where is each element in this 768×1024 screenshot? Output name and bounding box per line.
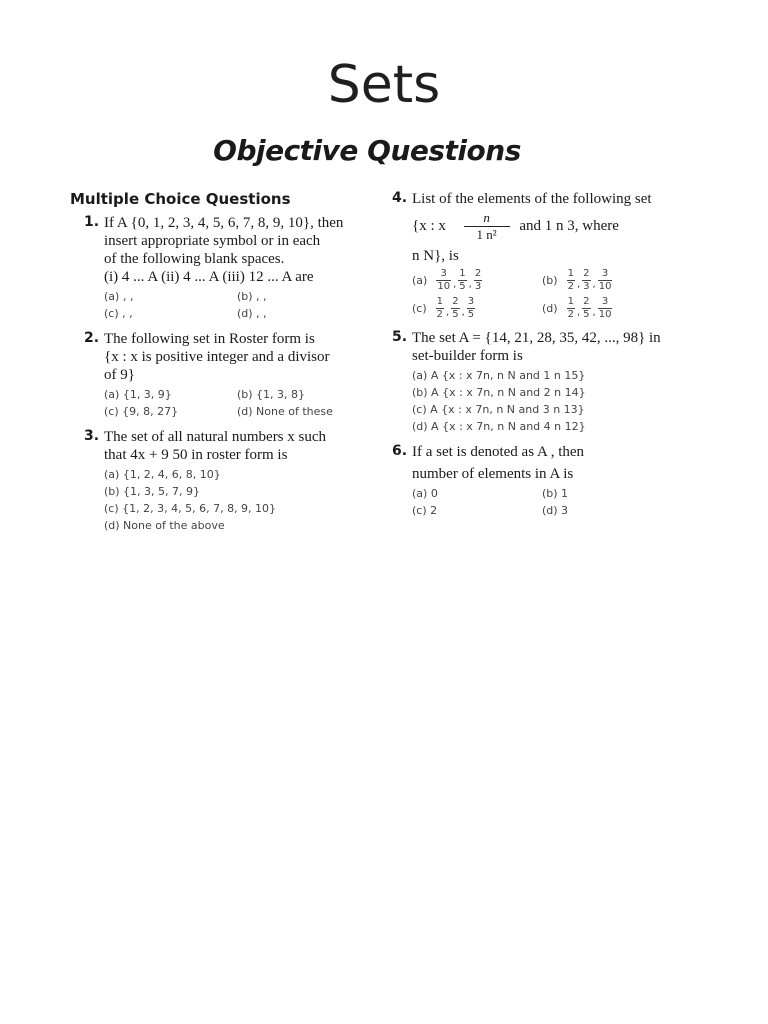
question-line: n N}, is bbox=[412, 248, 459, 264]
fraction bbox=[474, 268, 482, 293]
fraction-numerator: 1 bbox=[459, 268, 466, 279]
set-fraction bbox=[464, 210, 510, 243]
question-5 bbox=[392, 329, 672, 435]
fraction-denominator: 2 bbox=[567, 309, 574, 320]
question-line: The following set in Roster form is bbox=[104, 331, 315, 347]
question-line: of the following blank spaces. bbox=[104, 251, 285, 267]
fraction-denominator: 10 bbox=[598, 309, 612, 320]
fraction bbox=[436, 268, 451, 293]
fraction-denominator: 5 bbox=[583, 309, 590, 320]
separator: , bbox=[468, 279, 472, 290]
separator: , bbox=[446, 307, 450, 318]
option-b bbox=[542, 268, 672, 293]
question-line: insert appropriate symbol or in each bbox=[104, 233, 321, 249]
question-line-with-fraction bbox=[412, 210, 672, 243]
option-b: (b) {1, 3, 8} bbox=[237, 388, 306, 401]
fraction-numerator: 3 bbox=[436, 268, 451, 281]
fraction-numerator: 2 bbox=[583, 296, 590, 307]
option-a: (a) A {x : x 7n, n N and 1 n 15} bbox=[412, 369, 586, 382]
question-line: If a set is denoted as A , then bbox=[412, 444, 585, 460]
fraction-numerator: 2 bbox=[452, 296, 459, 307]
fraction bbox=[458, 268, 466, 293]
option-c: (c) 2 bbox=[412, 504, 438, 517]
options bbox=[104, 386, 370, 420]
option-a: (a) {1, 3, 9} bbox=[104, 388, 172, 401]
question-line: {x : x is positive integer and a divisor bbox=[104, 349, 330, 365]
fraction bbox=[598, 268, 613, 293]
fraction-numerator: n bbox=[464, 210, 510, 227]
set-prefix: {x : x bbox=[412, 217, 446, 234]
fraction-options bbox=[412, 268, 672, 321]
page-title: Sets bbox=[327, 55, 441, 115]
option-a: (a) 0 bbox=[412, 487, 438, 500]
fraction-numerator: 2 bbox=[583, 268, 590, 279]
question-4 bbox=[392, 190, 672, 321]
fraction bbox=[582, 268, 590, 293]
question-number: 6. bbox=[392, 443, 408, 459]
fraction-numerator: 2 bbox=[474, 268, 482, 279]
fraction-numerator: 1 bbox=[567, 296, 574, 307]
option-a: (a) {1, 2, 4, 6, 8, 10} bbox=[104, 468, 221, 481]
option-b: (b) 1 bbox=[542, 487, 569, 500]
question-number: 5. bbox=[392, 329, 408, 345]
question-line: The set A = {14, 21, 28, 35, 42, ..., 98} in bbox=[412, 330, 661, 346]
question-line: of 9} bbox=[104, 367, 135, 383]
options bbox=[104, 288, 370, 322]
separator: , bbox=[576, 307, 581, 318]
question-line: that 4x + 9 50 in roster form is bbox=[104, 447, 288, 463]
fraction-numerator: 1 bbox=[567, 268, 574, 279]
fraction-numerator: 1 bbox=[436, 296, 444, 307]
fraction-denominator: 5 bbox=[467, 309, 475, 320]
question-number: 2. bbox=[84, 330, 100, 346]
right-column bbox=[392, 190, 672, 527]
question-text bbox=[104, 330, 370, 384]
option-c bbox=[412, 296, 542, 321]
separator: , bbox=[592, 307, 596, 318]
fraction bbox=[582, 296, 590, 321]
question-line: (i) 4 ... A (ii) 4 ... A (iii) 12 ... A are bbox=[104, 269, 314, 285]
fraction-denominator: 5 bbox=[452, 309, 459, 320]
question-text bbox=[412, 190, 672, 265]
question-line: set-builder form is bbox=[412, 348, 523, 364]
fraction-denominator: 3 bbox=[583, 281, 590, 292]
option-label: (a) bbox=[412, 274, 428, 287]
fraction bbox=[598, 296, 613, 321]
question-text bbox=[412, 443, 672, 483]
question-line: If A {0, 1, 2, 3, 4, 5, 6, 7, 8, 9, 10}, then bbox=[104, 215, 344, 231]
question-number: 1. bbox=[84, 214, 100, 230]
option-c: (c) , , bbox=[104, 307, 133, 320]
set-suffix: and 1 n 3, where bbox=[519, 217, 619, 234]
option-a bbox=[412, 268, 542, 293]
option-b: (b) {1, 3, 5, 7, 9} bbox=[104, 485, 201, 498]
option-label: (d) bbox=[542, 302, 558, 315]
fraction-denominator: 10 bbox=[437, 281, 451, 292]
question-number: 3. bbox=[84, 428, 100, 444]
fraction-denominator: 10 bbox=[598, 281, 612, 292]
fraction-denominator: 5 bbox=[459, 281, 466, 292]
separator: , bbox=[461, 307, 465, 318]
fraction-denominator: 2 bbox=[567, 281, 574, 292]
option-d: (d) , , bbox=[237, 307, 267, 320]
separator: , bbox=[576, 279, 581, 290]
separator: , bbox=[453, 279, 457, 290]
option-label: (b) bbox=[542, 274, 558, 287]
option-d: (d) A {x : x 7n, n N and 4 n 12} bbox=[412, 420, 586, 433]
fraction bbox=[451, 296, 459, 321]
question-line: number of elements in A is bbox=[412, 466, 574, 482]
option-d: (d) 3 bbox=[542, 504, 569, 517]
question-line: List of the elements of the following set bbox=[412, 191, 652, 207]
option-c: (c) {1, 2, 3, 4, 5, 6, 7, 8, 9, 10} bbox=[104, 502, 277, 515]
question-number: 4. bbox=[392, 190, 408, 206]
question-6 bbox=[392, 443, 672, 519]
question-text bbox=[412, 329, 672, 365]
fraction-numerator: 3 bbox=[598, 296, 613, 309]
question-1 bbox=[70, 214, 370, 322]
question-text bbox=[104, 214, 370, 286]
question-line: The set of all natural numbers x such bbox=[104, 429, 327, 445]
fraction bbox=[436, 296, 444, 321]
option-a: (a) , , bbox=[104, 290, 134, 303]
fraction-numerator: 3 bbox=[467, 296, 475, 307]
options bbox=[412, 485, 672, 519]
option-label: (c) bbox=[412, 302, 427, 315]
option-c: (c) A {x : x 7n, n N and 3 n 13} bbox=[412, 403, 585, 416]
fraction bbox=[567, 268, 575, 293]
options bbox=[412, 367, 672, 435]
question-3 bbox=[70, 428, 370, 534]
option-d: (d) None of these bbox=[237, 405, 333, 418]
fraction bbox=[467, 296, 475, 321]
fraction-numerator: 3 bbox=[598, 268, 613, 281]
fraction-denominator: 1 n² bbox=[476, 227, 497, 242]
options bbox=[104, 466, 370, 534]
question-text bbox=[104, 428, 370, 464]
question-2 bbox=[70, 330, 370, 420]
option-c: (c) {9, 8, 27} bbox=[104, 405, 179, 418]
fraction-denominator: 2 bbox=[436, 309, 444, 320]
fraction-denominator: 3 bbox=[474, 281, 482, 292]
section-heading: Multiple Choice Questions bbox=[70, 190, 291, 208]
option-d: (d) None of the above bbox=[104, 519, 225, 532]
separator: , bbox=[592, 279, 596, 290]
page-subtitle: Objective Questions bbox=[213, 134, 521, 167]
option-b: (b) A {x : x 7n, n N and 2 n 14} bbox=[412, 386, 586, 399]
fraction bbox=[567, 296, 575, 321]
option-b: (b) , , bbox=[237, 290, 267, 303]
option-d bbox=[542, 296, 672, 321]
left-column bbox=[70, 190, 370, 542]
